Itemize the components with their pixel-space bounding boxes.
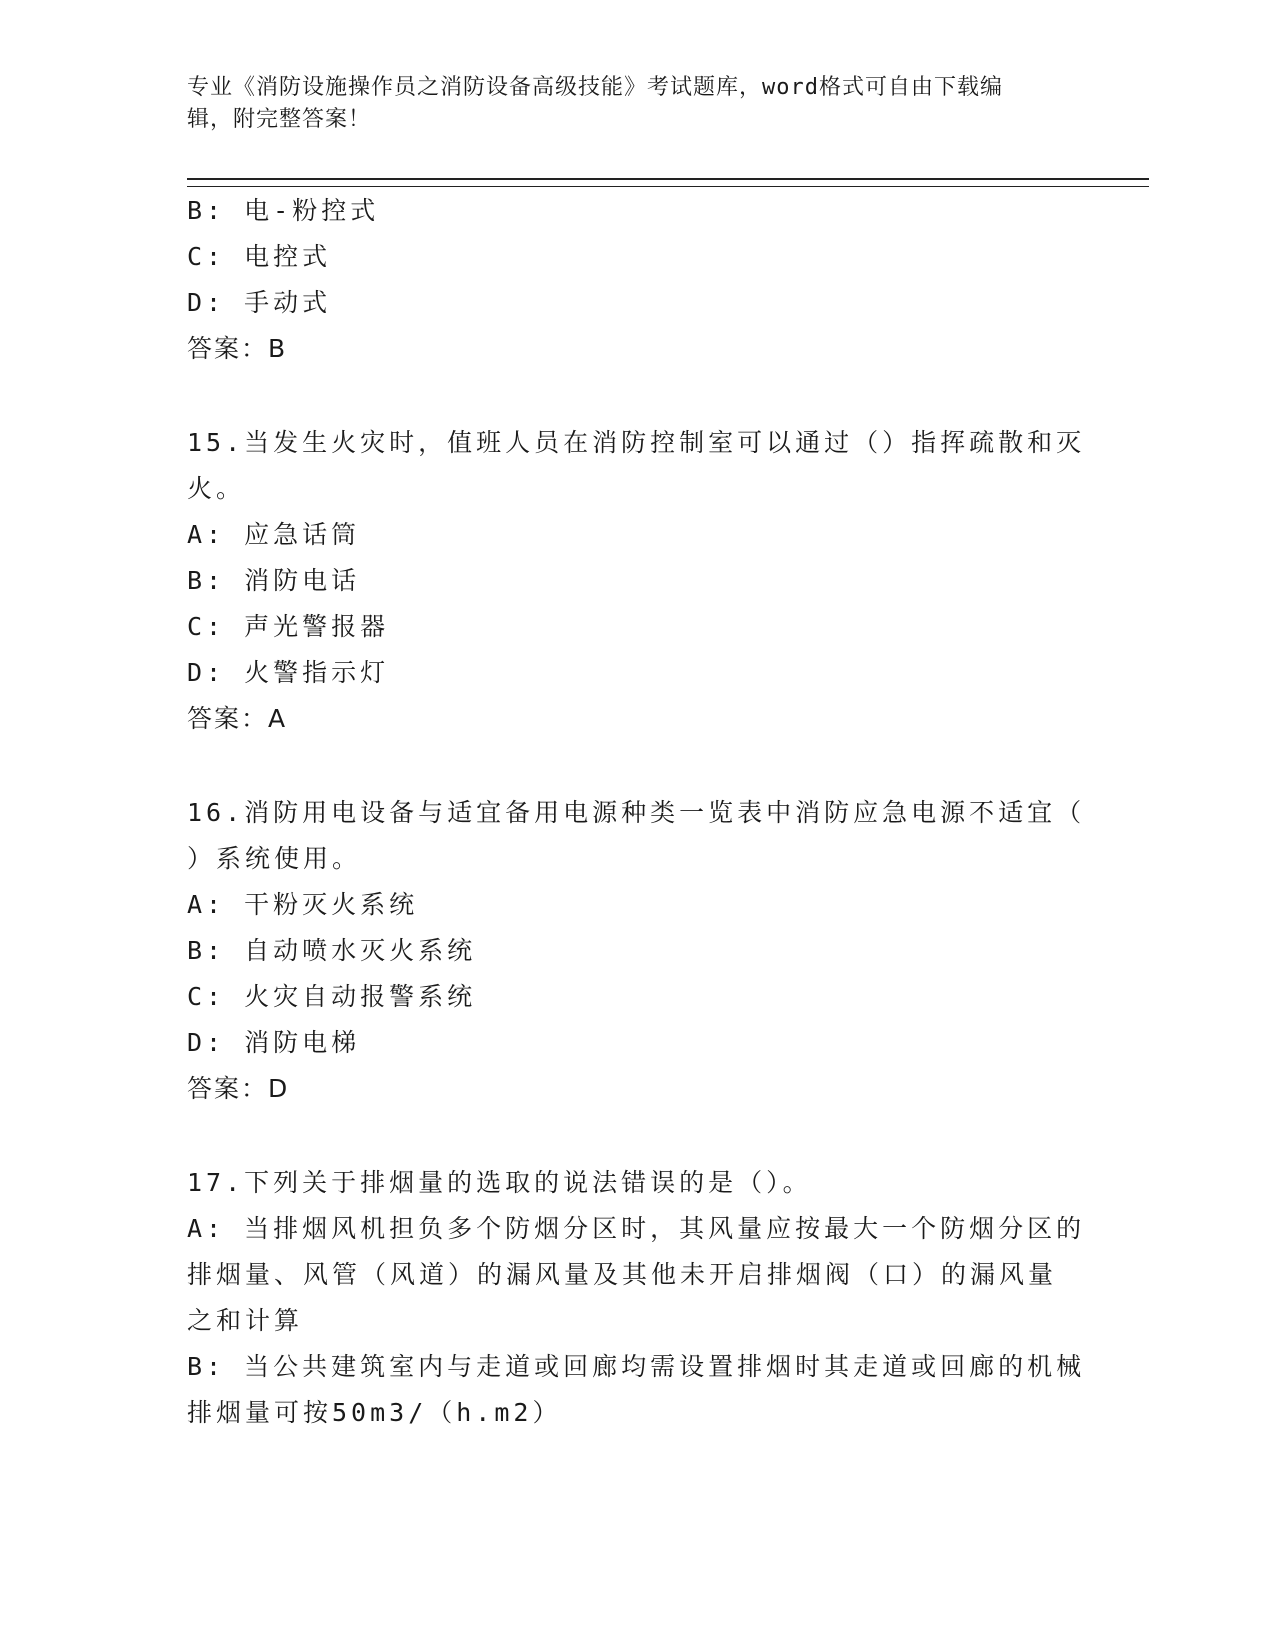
question-16 [187, 790, 1087, 1112]
spacer [187, 1112, 1087, 1160]
question-stem: 17.下列关于排烟量的选取的说法错误的是（）。 [187, 1168, 812, 1197]
spacer [187, 742, 1087, 790]
option-d: D: 火警指示灯 [187, 658, 390, 687]
question-stem-line-1: 15.当发生火灾时，值班人员在消防控制室可以通过（）指挥疏散和灭 [187, 428, 1086, 457]
header-text-line-1: 专业《消防设施操作员之消防设备高级技能》考试题库，word格式可自由下载编 [187, 75, 1003, 100]
option-a-line-3: 之和计算 [187, 1306, 304, 1335]
question-stem-line-1: 16.消防用电设备与适宜备用电源种类一览表中消防应急电源不适宜（ [187, 798, 1086, 827]
option-c: C: 电控式 [187, 242, 332, 271]
option-a-line-1: A: 当排烟风机担负多个防烟分区时，其风量应按最大一个防烟分区的 [187, 1214, 1086, 1243]
option-c: C: 声光警报器 [187, 612, 390, 641]
answer-line: 答案：D [187, 1074, 290, 1103]
question-stem-line-2: 火。 [187, 474, 246, 503]
question-15 [187, 420, 1087, 742]
option-d: D: 手动式 [187, 288, 332, 317]
option-a: A: 应急话筒 [187, 520, 361, 549]
prev-question-block [187, 188, 1087, 372]
question-stem-line-2: ）系统使用。 [187, 844, 362, 873]
option-b: B: 自动喷水灭火系统 [187, 936, 477, 965]
document-header [187, 72, 1067, 136]
option-a-line-2: 排烟量、风管（风道）的漏风量及其他未开启排烟阀（口）的漏风量 [187, 1260, 1058, 1289]
answer-line: 答案：A [187, 704, 288, 733]
spacer [187, 372, 1087, 420]
header-text-line-2: 辑，附完整答案！ [187, 107, 372, 132]
answer-line: 答案：B [187, 334, 288, 363]
header-divider [187, 178, 1149, 187]
option-a: A: 干粉灭火系统 [187, 890, 419, 919]
option-b: B: 消防电话 [187, 566, 361, 595]
option-c: C: 火灾自动报警系统 [187, 982, 477, 1011]
question-17 [187, 1160, 1087, 1436]
document-body [187, 188, 1087, 1436]
option-b: B: 电-粉控式 [187, 196, 380, 225]
option-b-line-2: 排烟量可按50m3/（h.m2） [187, 1398, 562, 1427]
option-d: D: 消防电梯 [187, 1028, 361, 1057]
option-b-line-1: B: 当公共建筑室内与走道或回廊均需设置排烟时其走道或回廊的机械 [187, 1352, 1086, 1381]
